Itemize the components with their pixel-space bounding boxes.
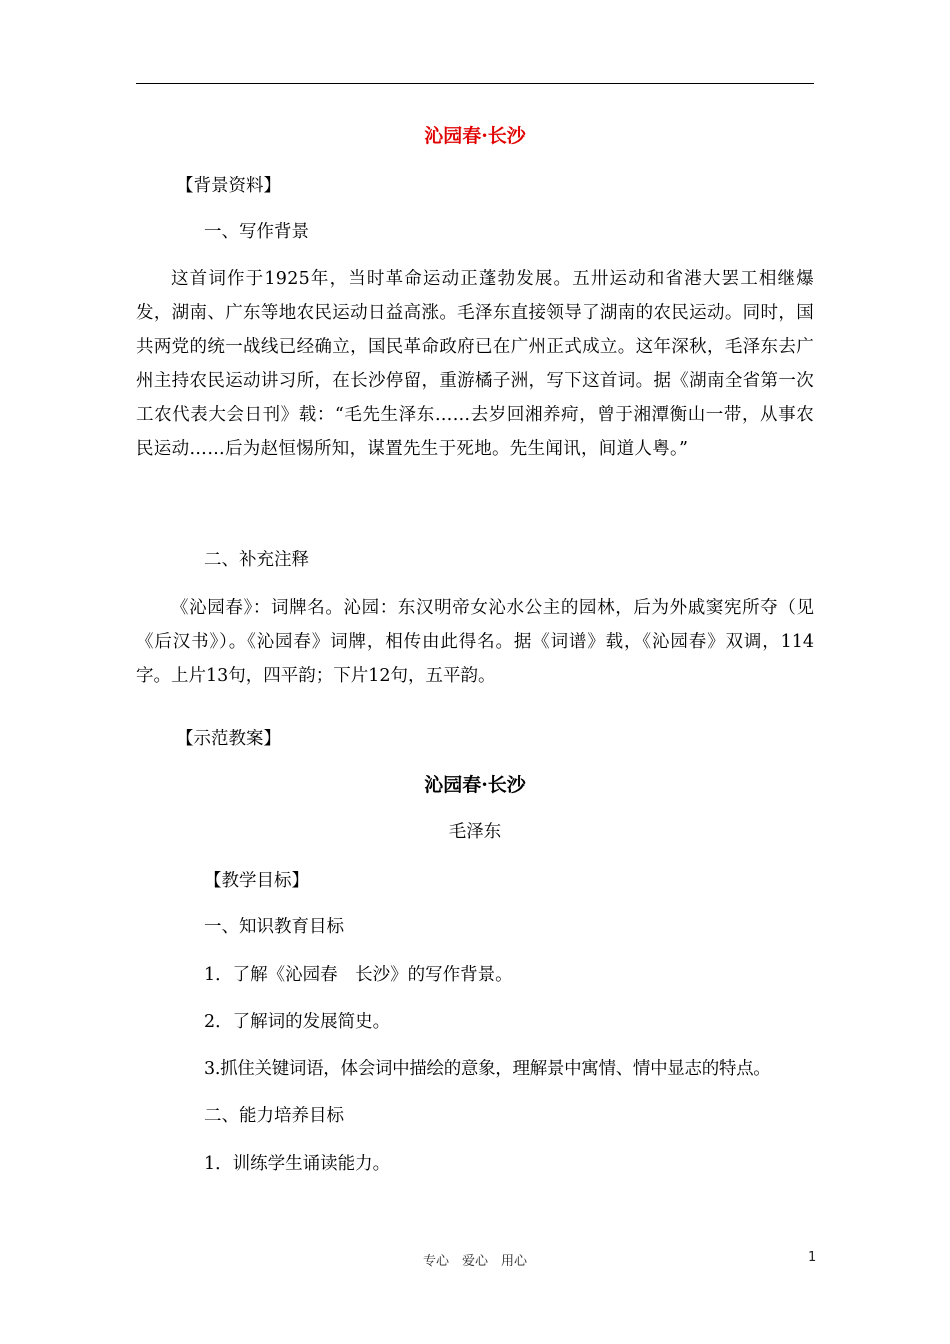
lesson-title: 沁园春·长沙 [424,774,526,796]
goal-knowledge-item-1: 1．了解《沁园春 长沙》的写作背景。 [204,965,513,985]
subheading-writing-background: 一、写作背景 [204,222,309,242]
section-heading-lesson: 【示范教案】 [176,729,281,749]
goal-knowledge-item-2: 2．了解词的发展简史。 [204,1012,391,1032]
footer-motto: 专心 爱心 用心 [422,1254,527,1269]
section-heading-background: 【背景资料】 [176,176,281,196]
goal-ability: 二、能力培养目标 [204,1106,344,1126]
goal-knowledge: 一、知识教育目标 [204,917,344,937]
paragraph-notes: 《沁园春》：词牌名。沁园：东汉明帝女沁水公主的园林，后为外戚窦宪所夺（见《后汉书》）。《沁园春》词牌，相传由此得名。据《词谱》载，《沁园春》双调，114字。上片13句，四平韵；下片12句，五平韵。 [136,598,814,686]
section-heading-goals: 【教学目标】 [204,871,309,891]
goal-ability-item-1: 1．训练学生诵读能力。 [204,1154,391,1174]
page-number: 1 [808,1250,817,1265]
subheading-notes: 二、补充注释 [204,550,309,570]
goal-knowledge-item-3: 3.抓住关键词语，体会词中描绘的意象，理解景中寓情、情中显志的特点。 [204,1059,771,1079]
paragraph-writing-background: 这首词作于1925年，当时革命运动正蓬勃发展。五卅运动和省港大罢工相继爆发，湖南、广东等地农民运动日益高涨。毛泽东直接领导了湖南的农民运动。同时，国共两党的统一战线已经确立，国民革命政府已在广州正式成立。这年深秋，毛泽东去广州主持农民运动讲习所，在长沙停留，重游橘子洲，写下这首词。据《湖南全省第一次工农代表大会日刊》载：“毛先生泽东……去岁回湘养疴，曾于湘潭衡山一带，从事农民运动……后为赵恒惕所知，谋置先生于死地。先生闻讯，间道人粤。” [136,269,814,459]
document-title: 沁园春·长沙 [424,125,526,147]
author: 毛泽东 [448,822,502,842]
header-rule [136,83,814,84]
